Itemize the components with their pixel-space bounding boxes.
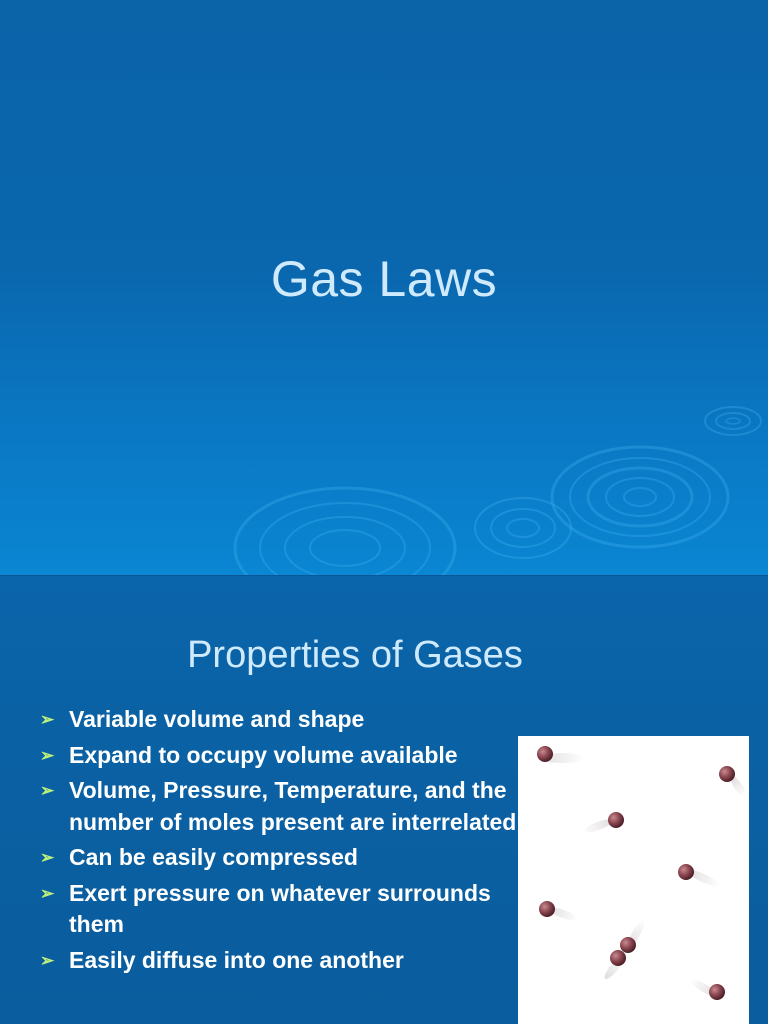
arrow-bullet-icon: ➢ (40, 710, 55, 729)
gas-particles-icon (518, 736, 749, 1024)
bullet-text: Expand to occupy volume available (69, 741, 458, 768)
arrow-bullet-icon: ➢ (40, 745, 55, 765)
bullet-item (38, 775, 518, 838)
bullet-list (38, 704, 518, 980)
particle-trails (540, 753, 748, 999)
bullet-item (38, 842, 518, 874)
arrow-bullet-icon: ➢ (40, 848, 55, 867)
bullet-item (38, 740, 518, 772)
bullet-text: Volume, Pressure, Temperature, and the number of moles present are interrelated (69, 777, 517, 835)
bullet-item (38, 945, 518, 977)
bullet-text: Exert pressure on whatever surrounds them (69, 879, 491, 937)
arrow-bullet-icon: ➢ (40, 781, 55, 800)
bullet-text: Can be easily compressed (69, 844, 358, 870)
gas-particles-image (518, 736, 749, 1024)
gas-particles (537, 746, 735, 1000)
bullet-text: Variable volume and shape (69, 706, 365, 732)
slide-heading: Properties of Gases (187, 634, 523, 676)
bullet-item (38, 704, 518, 736)
slide-title: Gas Laws (270, 251, 498, 307)
arrow-bullet-icon: ➢ (40, 883, 55, 903)
bullet-item (38, 878, 518, 941)
bullet-text: Easily diffuse into one another (69, 946, 404, 973)
content-slide (0, 576, 768, 1024)
arrow-bullet-icon: ➢ (40, 950, 55, 970)
